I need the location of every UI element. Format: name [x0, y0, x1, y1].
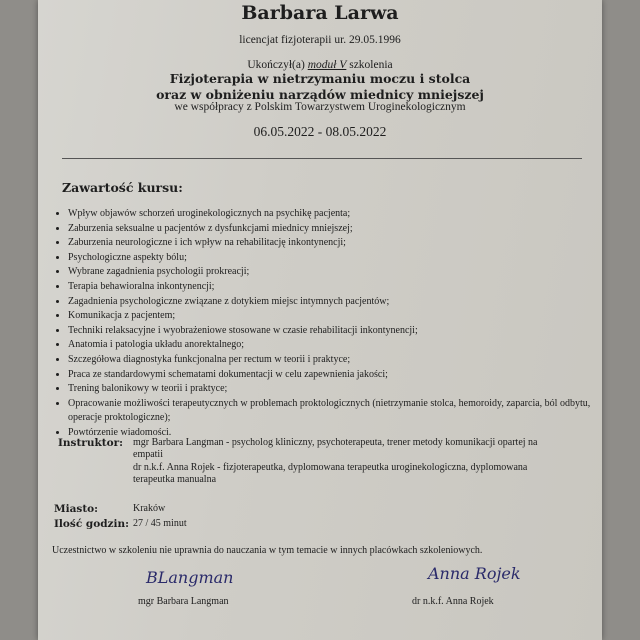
list-item: • Psychologiczne aspekty bólu; [68, 251, 608, 266]
list-item: • Komunikacja z pacjentem; [68, 309, 608, 324]
instructor-list [133, 437, 553, 487]
list-item: • Zaburzenia seksualne u pacjentów z dysfunkcjami miednicy mniejszej; [68, 222, 608, 237]
recipient-name: Barbara Larwa [241, 2, 399, 24]
list-item: • Zaburzenia neurologiczne i ich wpływ na rehabilitację inkontynencji; [68, 236, 608, 251]
certificate-page [38, 0, 602, 640]
list-item: • Praca ze standardowymi schematami dokumentacji w celu zapewnienia jakości; [68, 368, 608, 383]
cooperation-text: we współpracy z Polskim Towarzystwem Uroginekologicznym [174, 101, 466, 113]
content-heading: Zawartość kursu: [62, 180, 183, 195]
city-label: Miasto: [54, 503, 99, 515]
list-item: • Trening balonikowy w teorii i praktyce; [68, 382, 608, 397]
instructor-entry: mgr Barbara Langman - psycholog kliniczny, psychoterapeuta, trener metody komunikacji opartej na empatii [133, 437, 538, 460]
signatory-name-langman: mgr Barbara Langman [138, 596, 229, 607]
instructor-entry: dr n.k.f. Anna Rojek - fizjoterapeutka, dyplomowana terapeutka uroginekologiczna, dyplomowana terapeutka manualna [133, 462, 528, 485]
list-item: • Techniki relaksacyjne i wyobrażeniowe stosowane w czasie rehabilitacji inkontynencji; [68, 324, 608, 339]
list-item: • Powtórzenie wiadomości. [68, 426, 608, 441]
course-title-line-1: Fizjoterapia w nietrzymaniu moczu i stolca [169, 71, 471, 86]
list-item: • Wybrane zagadnienia psychologii prokreacji; [68, 265, 608, 280]
list-item: • Opracowanie możliwości terapeutycznych w problemach proktologicznych (nietrzymanie stolca, hemoroidy, zaparcia, ból odbytu, operacje proktologiczne); [68, 397, 608, 426]
hours-label: Ilość godzin: [54, 518, 130, 530]
list-item: • Szczegółowa diagnostyka funkcjonalna per rectum w teorii i praktyce; [68, 353, 608, 368]
hours-value: 27 / 45 minut [133, 518, 187, 529]
list-item: • Anatomia i patologia układu anorektalnego; [68, 338, 608, 353]
signature-langman: BLangman [146, 568, 234, 587]
recipient-subtitle: licencjat fizjoterapii ur. 29.05.1996 [239, 34, 401, 46]
list-item: • Wpływ objawów schorzeń uroginekologicznych na psychikę pacjenta; [68, 207, 608, 222]
participation-note: Uczestnictwo w szkoleniu nie uprawnia do nauczania w tym temacie w innych placówkach szkoleniowych. [52, 545, 483, 556]
list-item: • Terapia behawioralna inkontynencji; [68, 280, 608, 295]
completed-prefix: Ukończył(a) [247, 59, 308, 71]
signatory-name-rojek: dr n.k.f. Anna Rojek [412, 596, 494, 607]
instructor-label: Instruktor: [58, 437, 124, 449]
completed-suffix: szkolenia [346, 59, 393, 71]
module-name: moduł V [307, 59, 347, 71]
course-title-line-2: oraz w obniżeniu narządów miednicy mniejszej [156, 87, 484, 102]
divider [62, 158, 582, 159]
list-item: • Zagadnienia psychologiczne związane z dotykiem miejsc intymnych pacjentów; [68, 295, 608, 310]
course-dates: 06.05.2022 - 08.05.2022 [253, 124, 387, 139]
city-value: Kraków [133, 503, 166, 514]
completed-line [38, 59, 602, 71]
signature-rojek: Anna Rojek [428, 564, 521, 583]
course-content-list [50, 207, 608, 441]
